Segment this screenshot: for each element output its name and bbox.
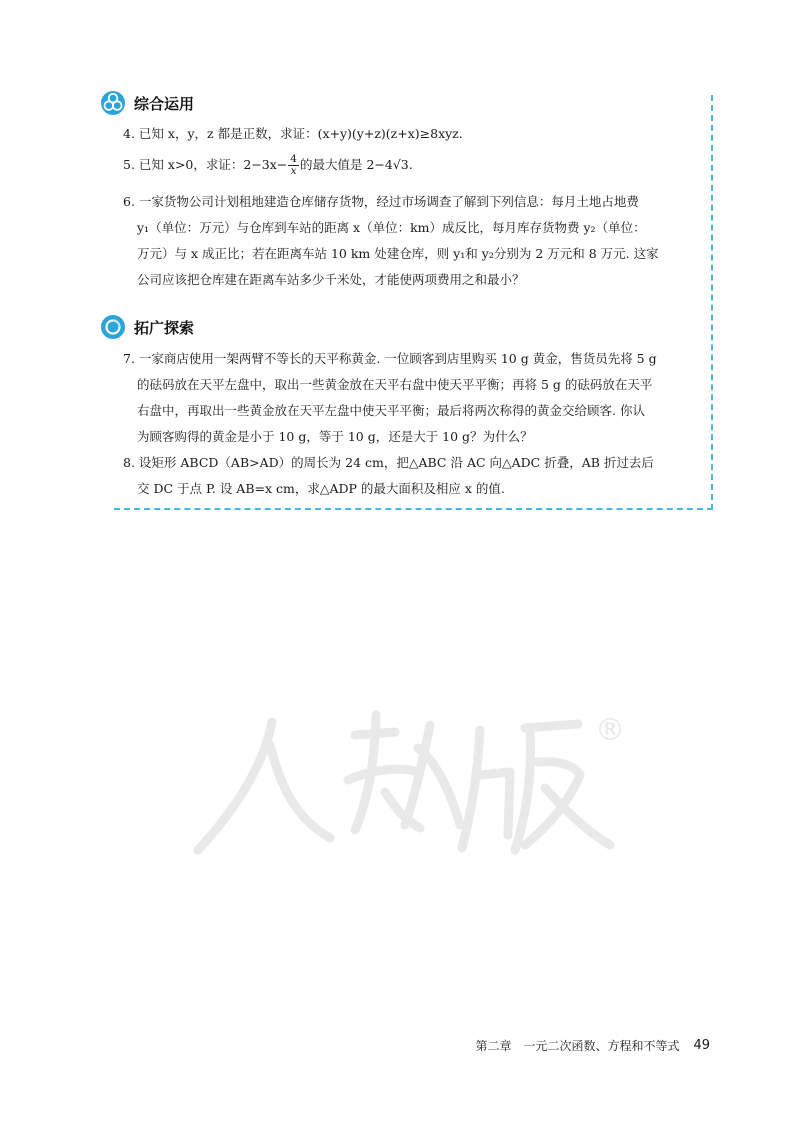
- problem-4: [123, 121, 705, 147]
- problem-6: [123, 189, 705, 293]
- problem-line: 万元）与 x 成正比；若在距离车站 10 km 处建仓库，则 y₁和 y₂分别为 2 万元和 8 万元. 这家: [137, 246, 659, 261]
- problem-7: [123, 346, 705, 450]
- problem-text: 已知 x，y，z 都是正数，求证：(x+y)(y+z)(z+x)≥8xyz.: [138, 126, 463, 141]
- problem-line: 一家商店使用一架两臂不等长的天平称黄金. 一位顾客到店里购买 10 g 黄金，售货员先将 5 g: [138, 351, 657, 366]
- frame-right-border: [711, 95, 713, 510]
- section-title: 拓广探索: [134, 318, 195, 337]
- fraction-numerator: 4: [290, 153, 297, 165]
- frame-bottom-border: [114, 508, 713, 510]
- problem-text-prefix: 已知 x>0，求证：2−3x−: [138, 157, 288, 172]
- problem-line: 设矩形 ABCD（AB>AD）的周长为 24 cm，把△ABC 沿 AC 向△ADC 折叠，AB 折过去后: [138, 455, 654, 470]
- publisher-watermark-logo: [180, 700, 640, 870]
- problem-line: y₁（单位：万元）与仓库到车站的距离 x（单位：km）成反比，每月库存货物费 y₂（单位：: [137, 220, 646, 235]
- registered-mark: ®: [595, 713, 625, 748]
- page-footer: [430, 1035, 710, 1055]
- problem-number: 8.: [123, 455, 135, 470]
- problem-number: 4.: [123, 126, 135, 141]
- section-header-explore: [100, 314, 194, 340]
- trefoil-icon: [100, 90, 126, 116]
- problem-number: 7.: [123, 351, 135, 366]
- fraction: [288, 154, 299, 177]
- problem-line: 一家货物公司计划租地建造仓库储存货物，经过市场调查了解到下列信息：每月土地占地费: [138, 194, 639, 209]
- problem-line: 的砝码放在天平左盘中，取出一些黄金放在天平右盘中使天平平衡；再将 5 g 的砝码放在天平: [137, 377, 653, 392]
- problem-number: 5.: [123, 157, 135, 172]
- problem-line: 为顾客购得的黄金是小于 10 g，等于 10 g，还是大于 10 g？为什么？: [137, 429, 533, 444]
- problem-5: [123, 152, 705, 178]
- ring-icon: [100, 314, 126, 340]
- problem-line: 交 DC 于点 P. 设 AB=x cm，求△ADP 的最大面积及相应 x 的值.: [137, 481, 505, 496]
- problem-line: 公司应该把仓库建在距离车站多少千米处，才能使两项费用之和最小？: [137, 272, 525, 287]
- problem-8: [123, 450, 705, 502]
- problem-line: 右盘中，再取出一些黄金放在天平左盘中使天平平衡；最后将两次称得的黄金交给顾客. 你认: [137, 403, 645, 418]
- section-title: 综合运用: [134, 94, 195, 113]
- section-header-comprehensive: [100, 90, 194, 116]
- chapter-title: 第二章 一元二次函数、方程和不等式: [475, 1038, 680, 1053]
- fraction-denominator: x: [290, 165, 297, 177]
- problem-number: 6.: [123, 194, 135, 209]
- problem-text-suffix: 的最大值是 2−4√3.: [299, 157, 413, 172]
- page-number: 49: [693, 1037, 710, 1053]
